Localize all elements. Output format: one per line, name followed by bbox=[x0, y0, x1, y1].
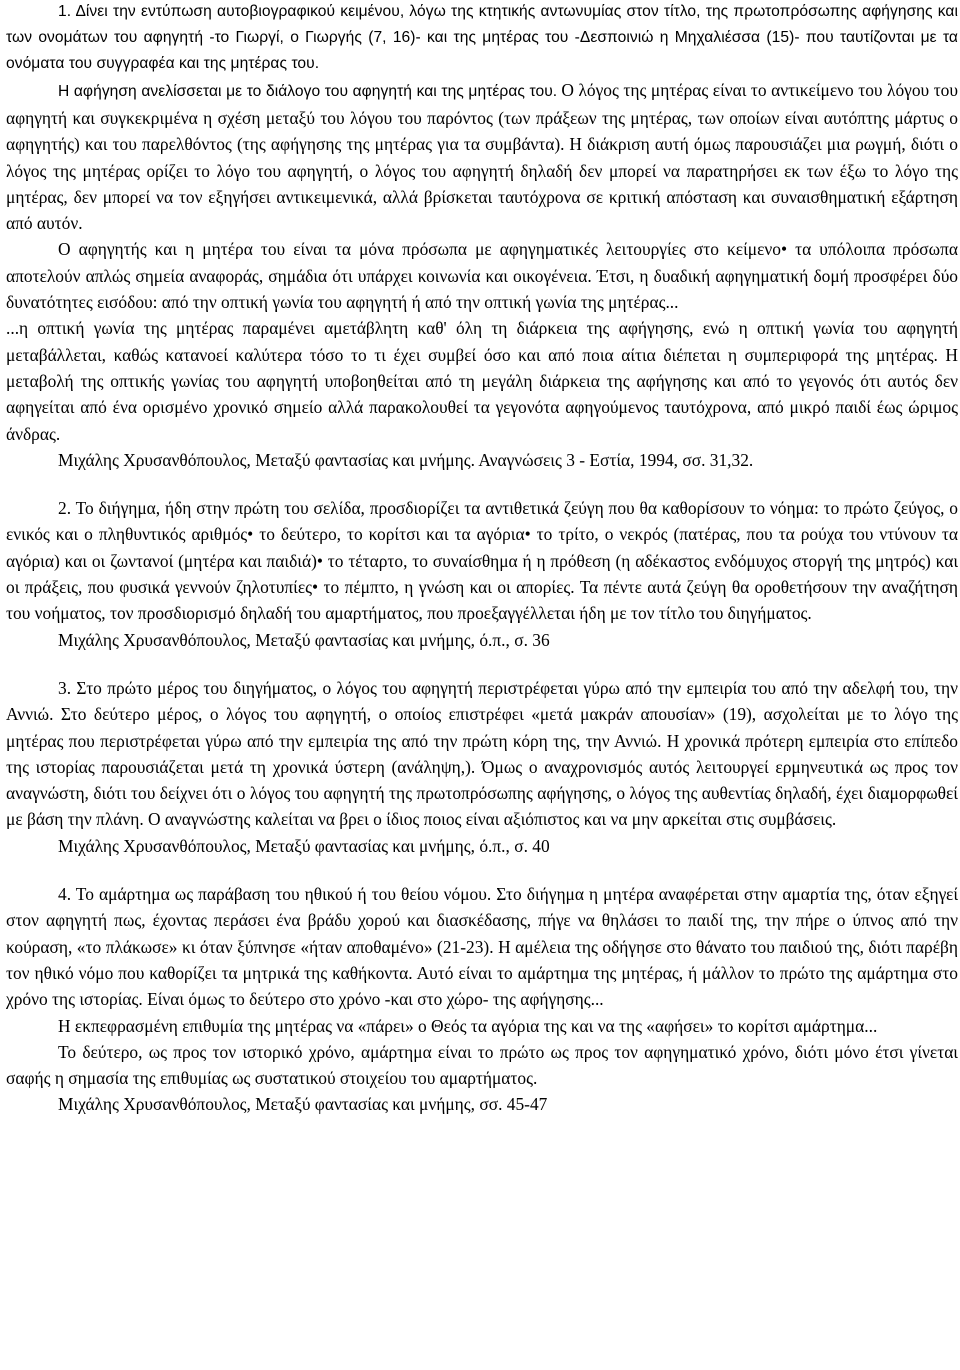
section-4-paragraph bbox=[6, 881, 958, 1012]
section-2-number: 2. bbox=[58, 498, 72, 519]
section-1-citation: Μιχάλης Χρυσανθόπουλος, Μεταξύ φαντασίας και μνήμης. Αναγνώσεις 3 - Εστία, 1994, σσ. 31,32. bbox=[58, 449, 754, 470]
section-2-citation: Μιχάλης Χρυσανθόπουλος, Μεταξύ φαντασίας και μνήμης, ό.π., σ. 36 bbox=[58, 629, 550, 650]
section-1-intro bbox=[6, 0, 958, 77]
section-4-citation: Μιχάλης Χρυσανθόπουλος, Μεταξύ φαντασίας και μνήμης, σσ. 45-47 bbox=[58, 1094, 548, 1115]
section-4-paragraph-3: Το δεύτερο, ως προς τον ιστορικό χρόνο, αμάρτημα είναι το πρώτο ως προς τον αφηγηματικό χρόνο, διότι μόνο έτσι γίνεται σαφής η σημασία της επιθυμίας ως συστατικού στοιχείου του αμαρτήματος. bbox=[6, 1041, 958, 1089]
section-1-paragraph-2 bbox=[6, 77, 958, 236]
section-3-number: 3. bbox=[58, 677, 72, 698]
section-4-number: 4. bbox=[58, 884, 72, 905]
section-2-paragraph bbox=[6, 495, 958, 626]
section-3-text: Στο πρώτο μέρος του διηγήματος, ο λόγος του αφηγητή περιστρέφεται γύρω από την εμπειρία του από την αδελφή του, την Αννιώ. Στο δεύτερο μέρος, ο λόγος του αφηγητή, ο οποίος επιστρέφει «μετά μακράν απουσίαν» (19), ασχολείται με το λόγο της μητέρας που περιστρέφεται γύρω από την εμπειρία της από την πρώτη κόρη της, την Αννιώ. Η χρονικά πρότερη εμπειρία στο επίπεδο της ιστορίας παρουσιάζεται μετά τη χρονικά ύστερη (ανάληψη,). Όμως ο αναχρονισμός αυτός λειτουργεί ερμηνευτικά ως προς τον αναγνώστη, διότι του δείχνει ότι ο λόγος του αφηγητή της πρωτοπρόσωπης αφήγησης, ο λόγος της αυθεντίας δηλαδή, έχει διαμορφωθεί με βάση την πλάνη. Ο αναγνώστης καλείται να βρει ο ίδιος ποιος είναι αξιόπιστος και να μην αρκείται στις συμβάσεις. bbox=[6, 677, 958, 830]
section-2-text: Το διήγημα, ήδη στην πρώτη του σελίδα, προσδιορίζει τα αντιθετικά ζεύγη που θα καθορίσουν το νόημα: το πρώτο ζεύγος, ο ενικός και ο πληθυντικός αριθμός• το δεύτερο, το κορίτσι και τα αγόρια• το τρίτο, ο νεκρός (πατέρας, που τα ρούχα του ντύνουν τα αγόρια) και οι ζωντανοί (μητέρα και παιδιά)• το τέταρτο, το συναίσθημα ή η πρόθεση (η αδέκαστος ενδόμυχος στοργή της μητρός) και οι πράξεις, που φυσικά γεννούν ζηλοτυπίες• το πέμπτο, η γνώση και οι απορίες. Τα πέντε αυτά ζεύγη θα οροθετήσουν την αναζήτηση του νοήματος, τον προσδιορισμό δηλαδή του αμαρτήματος, που προεξαγγέλλεται ήδη με τον τίτλο του διηγήματος. bbox=[6, 498, 958, 624]
section-1-intro-text: Δίνει την εντύπωση αυτοβιογραφικού κειμένου, λόγω της κτητικής αντωνυμίας στον τίτλο, της πρωτοπρόσωπης αφήγησης και των ονομάτων του αφηγητή -το Γιωργί, ο Γιωργής (7, 16)- και της μητέρας του -Δεσποινιώ η Μηχαλιέσσα (15)- που ταυτίζονται με τα ονόματα του συγγραφέα και της μητέρας του. bbox=[6, 3, 958, 72]
section-4-text: Το αμάρτημα ως παράβαση του ηθικού ή του θείου νόμου. Στο διήγημα η μητέρα αναφέρεται στην αμαρτία της, όταν εξηγεί στον αφηγητή πως, έχοντας περάσει ένα βράδυ χορού και διασκέδασης, πήγε να θηλάσει το παιδί της, την πήρε ο ύπνος από την κούραση, «το πλάκωσε» κι όταν ξύπνησε «ήταν αποθαμένο» (21-23). Η αμέλεια της οδήγησε στο θάνατο του παιδιού της, διότι παρέβη τον ηθικό νόμο που καθορίζει τα μητρικά της καθήκοντα. Αυτό είναι το αμάρτημα της μητέρας, ή μάλλον το πρώτο της αμάρτημα στο χρόνο της ιστορίας. Είναι όμως το δεύτερο στο χρόνο -και στο χώρο- της αφήγησης... bbox=[6, 884, 958, 1010]
section-1-paragraph-2-sans: Η αφήγηση ανελίσσεται με το διάλογο του αφηγητή και της μητέρας του. bbox=[58, 83, 558, 100]
section-3-paragraph bbox=[6, 675, 958, 833]
section-divider bbox=[6, 473, 958, 495]
section-3-citation: Μιχάλης Χρυσανθόπουλος, Μεταξύ φαντασίας και μνήμης, ό.π., σ. 40 bbox=[58, 835, 550, 856]
section-1-paragraph-2-serif-b: Η διάκριση αυτή όμως παρουσιάζει μια ρωγμή, διότι ο λόγος της μητέρας ορίζει το λόγο του αφηγητή, ο λόγος του αφηγητή δηλαδή δεν μπορεί να παρατηρήσει εκ των έξω το λόγο της μητέρας, δεν μπορεί να τον εξηγήσει αντικειμενικά, αλλά βρίσκεται ταυτόχρονα σε κριτική απόσταση και συναισθηματική εξάρτηση από αυτόν. bbox=[6, 134, 958, 234]
section-divider bbox=[6, 859, 958, 881]
section-divider bbox=[6, 653, 958, 675]
section-1-number: 1. bbox=[58, 3, 72, 20]
section-1-paragraph-2-serif: Ο λόγος της μητέρας είναι το αντικείμενο του λόγου του αφηγητή και συγκεκριμένα η σχέση μεταξύ του λόγου του παρόντος (των πράξεων της μητέρας, των οποίων είναι αυτόπτης μάρτυς ο αφηγητής) και του παρελθόντος (της αφήγησης της μητέρας για τα συμβάντα). bbox=[6, 80, 958, 155]
section-1-paragraph-4: ...η οπτική γωνία της μητέρας παραμένει αμετάβλητη καθ' όλη τη διάρκεια της αφήγησης, ενώ η οπτική γωνία του αφηγητή μεταβάλλεται, καθώς κατανοεί καλύτερα τόσο το τι έχει συμβεί όσο και από ποια αίτια διέπεται η συμπεριφορά της μητέρας. Η μεταβολή της οπτικής γωνίας του αφηγητή υποβοηθείται από τη μεγάλη διάρκεια της αφήγησης και από το γεγονός ότι αυτός δεν αφηγείται από ένα ορισμένο χρονικό σημείο αλλά παρακολουθεί τα γεγονότα αφηγούμενος ταυτόχρονα, από μικρό παιδί έως ώριμος άνδρας. bbox=[6, 318, 958, 444]
section-4-paragraph-2: Η εκπεφρασμένη επιθυμία της μητέρας να «πάρει» ο Θεός τα αγόρια της και να της «αφήσει» το κορίτσι αμάρτημα... bbox=[58, 1015, 878, 1036]
section-1-paragraph-3: Ο αφηγητής και η μητέρα του είναι τα μόνα πρόσωπα με αφηγηματικές λειτουργίες στο κείμενο• τα υπόλοιπα πρόσωπα αποτελούν απλώς σημεία αναφοράς, σημάδια ότι υπάρχει κοινωνία και οικογένεια. Έτσι, η δυαδική αφηγηματική δομή προσφέρει δύο δυνατότητες εισόδου: από την οπτική γωνία του αφηγητή ή από την οπτική γωνία της μητέρας... bbox=[6, 239, 958, 313]
